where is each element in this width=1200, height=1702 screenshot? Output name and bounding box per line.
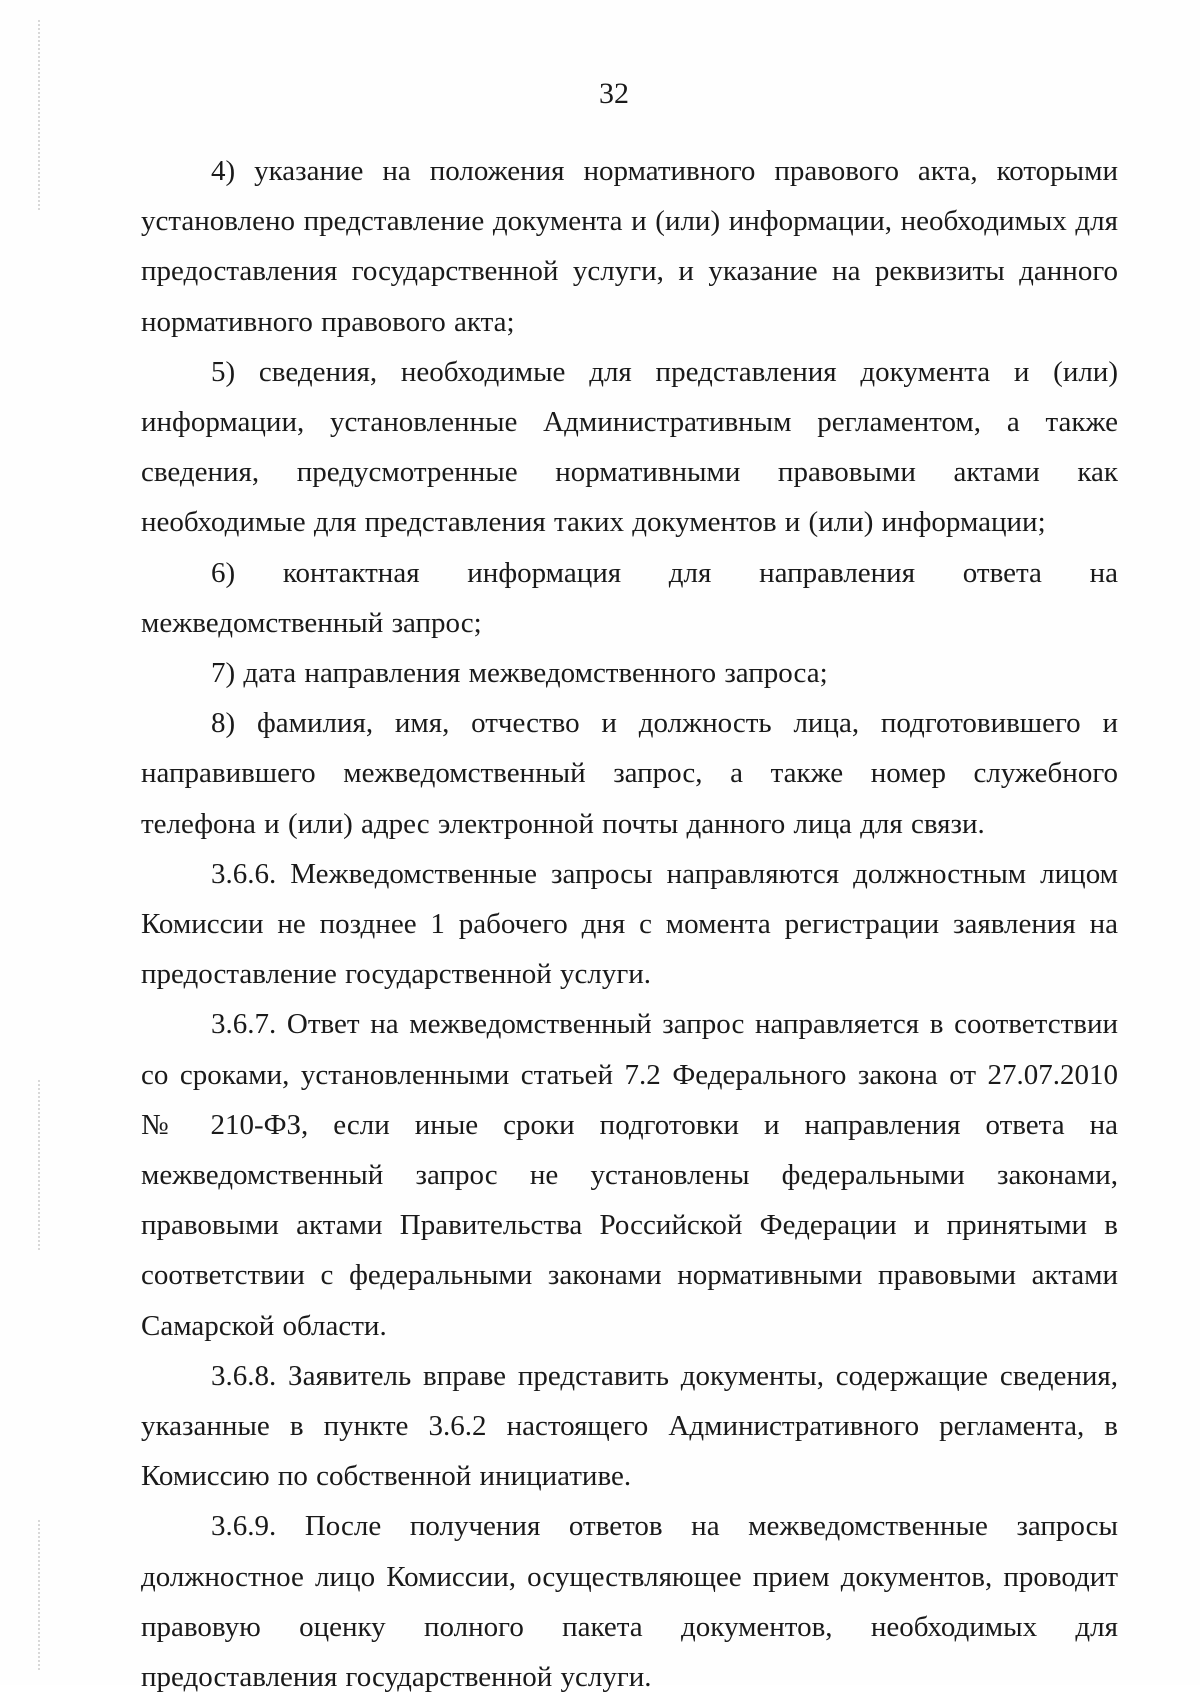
paragraph-last-line: федеральными законами нормативными правовыми актами Самарской области. xyxy=(141,1259,1119,1342)
paragraph-item-6 xyxy=(141,548,1118,648)
paragraph-item-7 xyxy=(141,648,1118,698)
paragraph-3-6-7 xyxy=(141,999,1118,1350)
paragraph-text: 5) сведения, необходимые для представления документа и (или) информации, установленные Административным регламентом, а также сведения, предусмотренные нормативными правовыми актами как необходимые xyxy=(141,355,1118,539)
paragraph-3-6-6 xyxy=(141,849,1118,1000)
scan-edge-marks xyxy=(38,1520,42,1670)
paragraph-3-6-9 xyxy=(141,1501,1118,1702)
paragraph-text: 4) указание на положения нормативного правового акта, которыми установлено представление документа и (или) информации, необходимых для предоставления государственной услуги, и указание на реквизиты данного xyxy=(141,155,1118,288)
paragraph-last-line: предоставление государственной услуги. xyxy=(141,958,652,991)
document-body xyxy=(141,146,1118,1702)
scan-edge-marks xyxy=(38,20,42,210)
paragraph-item-5 xyxy=(141,347,1118,548)
paragraph-text: 6) контактная информация для направления ответа на межведомственный xyxy=(141,556,1118,639)
paragraph-item-8 xyxy=(141,698,1118,849)
paragraph-last-line: Комиссию по собственной инициативе. xyxy=(141,1460,632,1493)
paragraph-last-line: государственной услуги. xyxy=(345,1661,652,1694)
paragraph-text: 3.6.6. Межведомственные запросы направляются должностным лицом Комиссии не позднее 1 рабочего дня с момента регистрации заявления на xyxy=(141,857,1118,941)
scan-edge-marks xyxy=(38,1080,42,1250)
paragraph-item-4 xyxy=(141,146,1118,347)
page-number: 32 xyxy=(599,77,629,110)
paragraph-last-line: запрос; xyxy=(391,606,482,639)
paragraph-text: 3.6.8. Заявитель вправе представить документы, содержащие сведения, указанные в пункте 3.6.2 настоящего Административного регламента, в xyxy=(141,1359,1118,1443)
paragraph-last-line: для представления таких документов и (или) информации; xyxy=(313,506,1046,539)
paragraph-3-6-8 xyxy=(141,1351,1118,1502)
paragraph-text: 3.6.9. После получения ответов на межведомственные запросы должностное лицо Комиссии, осуществляющее прием документов, проводит правовую оценку полного пакета документов, необходимых для предоставления xyxy=(141,1510,1118,1694)
paragraph-last-line: нормативного правового акта; xyxy=(141,305,515,338)
paragraph-last-line: 7) дата направления межведомственного запроса; xyxy=(211,657,828,690)
paragraph-last-line: (или) адрес электронной почты данного лица для связи. xyxy=(287,807,985,840)
paragraph-text: 8) фамилия, имя, отчество и должность лица, подготовившего и направившего межведомственный запрос, а также номер служебного телефона и xyxy=(141,707,1118,840)
paragraph-text: 3.6.7. Ответ на межведомственный запрос направляется в соответствии со сроками, установленными статьей 7.2 Федерального закона от 27.07.2010 № 210-ФЗ, если иные сроки подготовки и направления ответа на межведомственный запрос не установлены федеральными законами, правовыми актами Правительства Российской Федерации и принятыми в соответствии с xyxy=(141,1008,1118,1292)
